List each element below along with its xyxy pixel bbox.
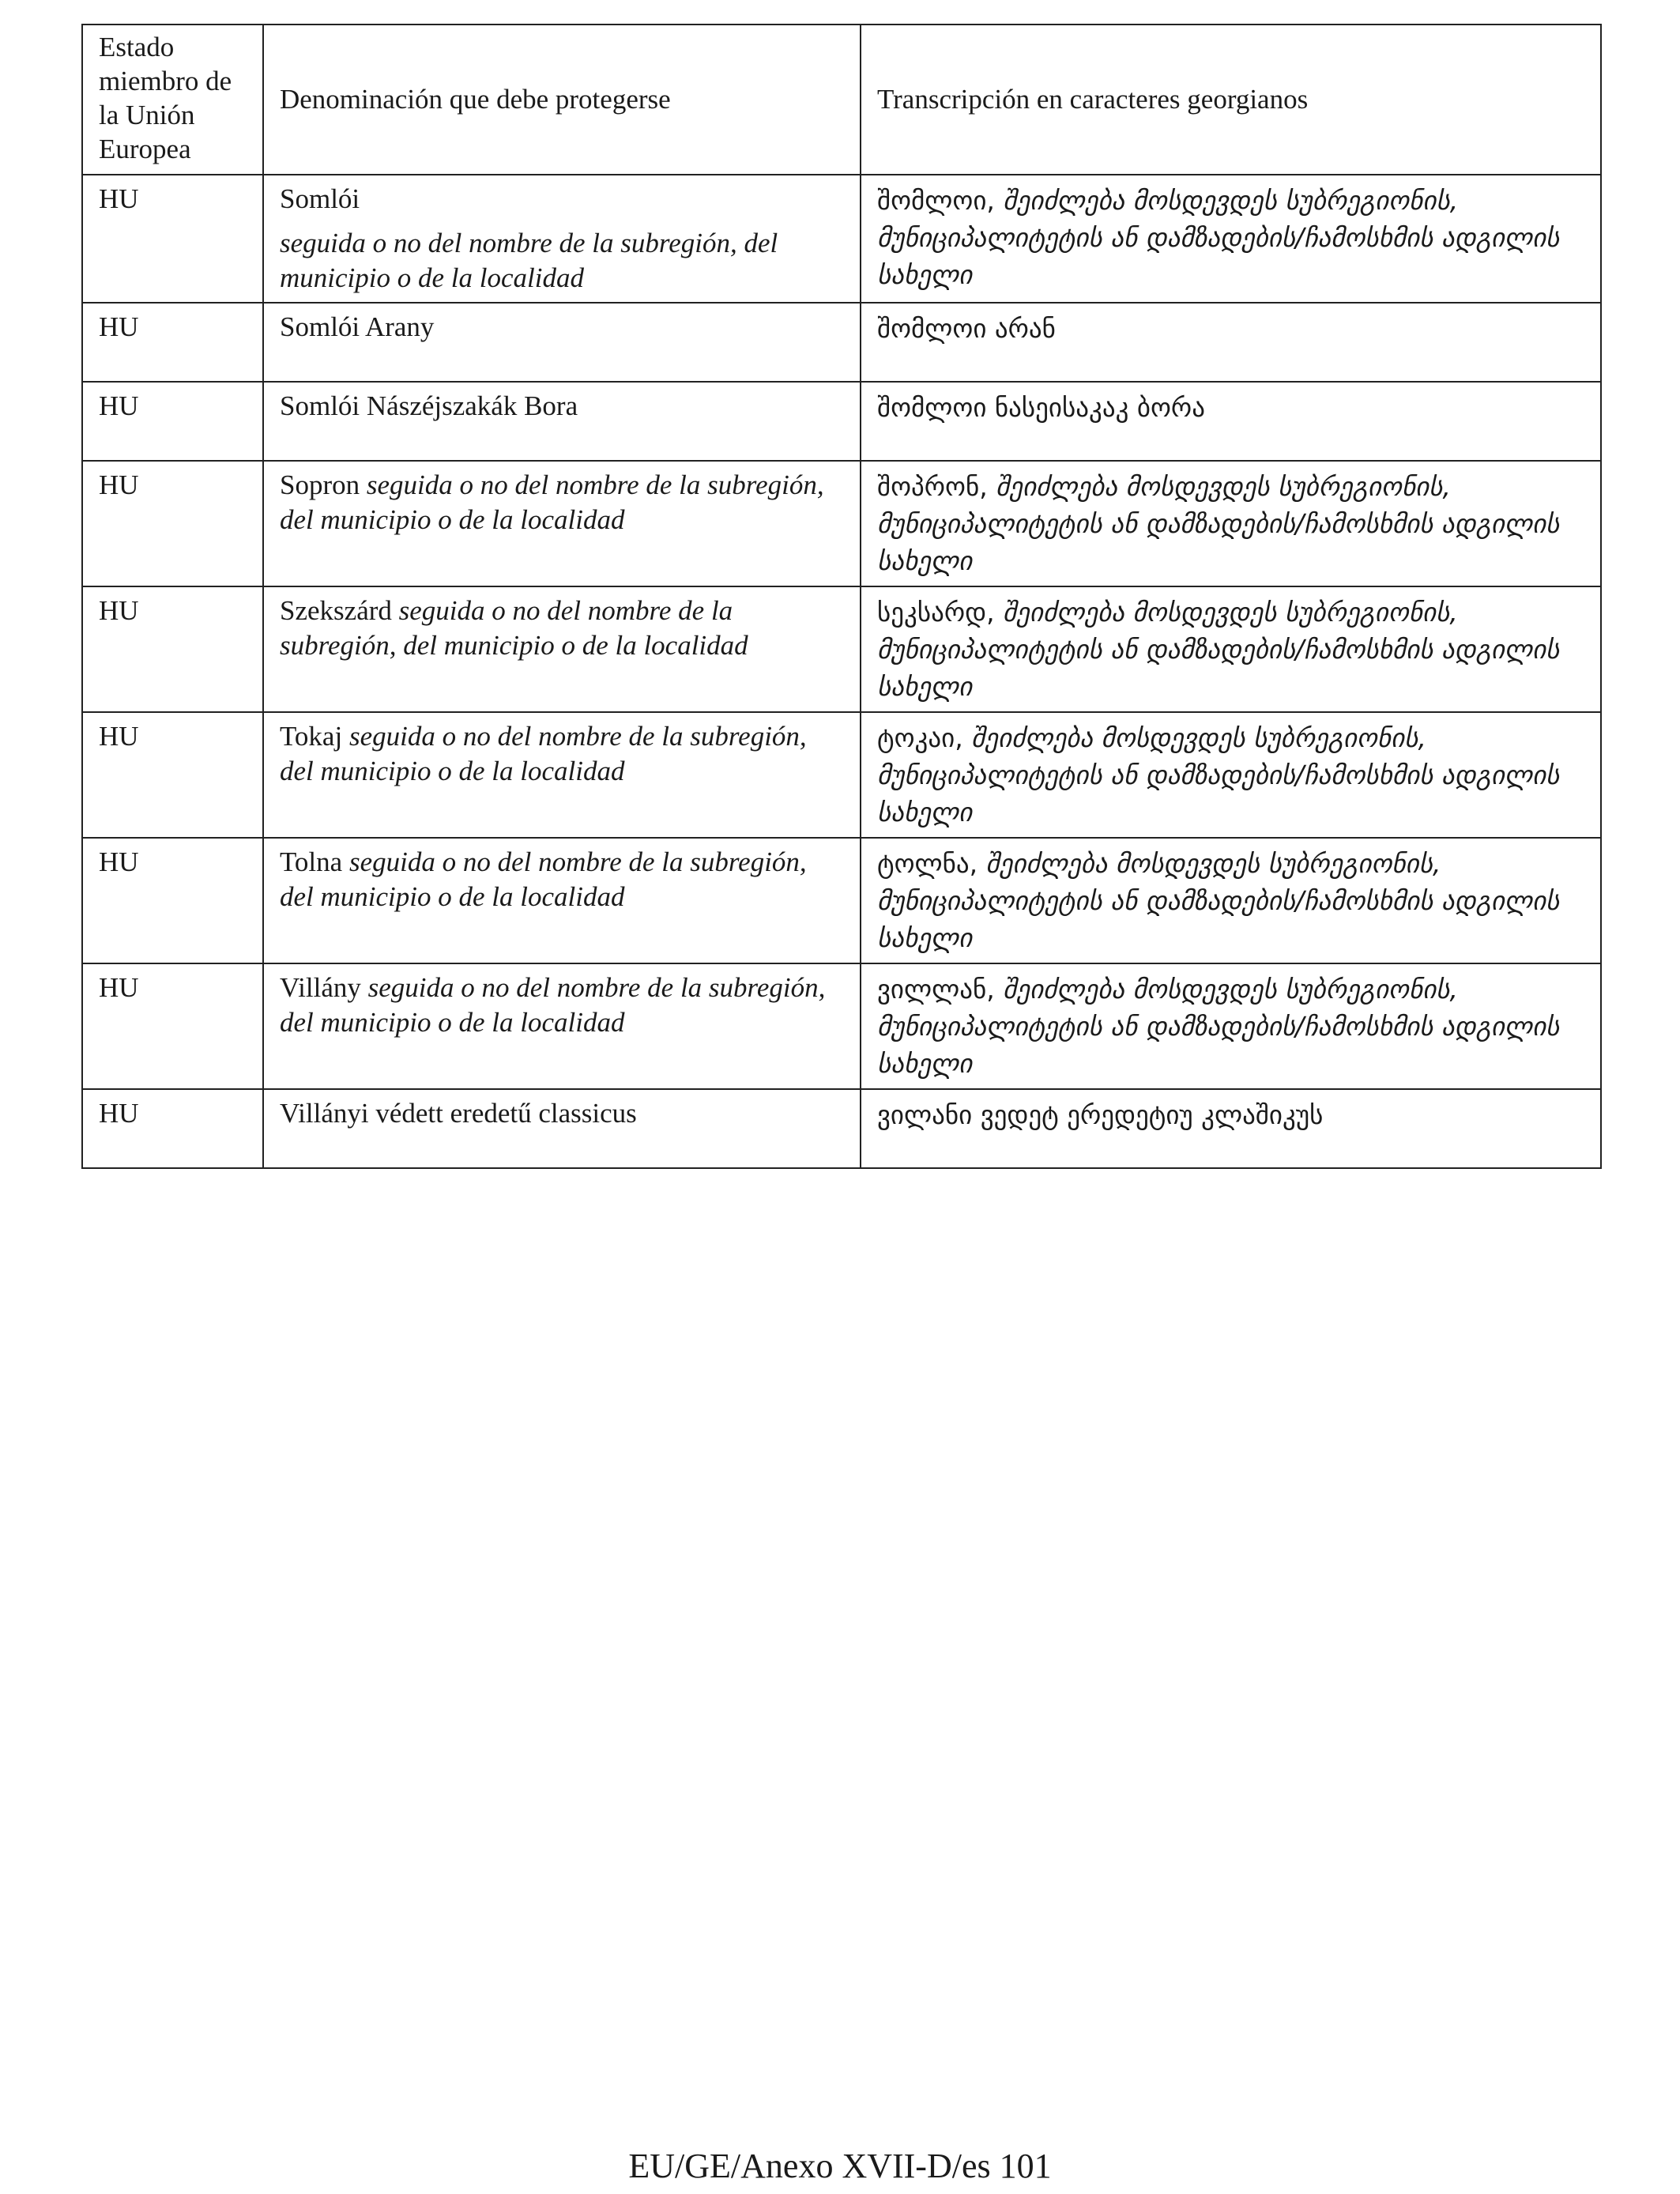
protected-name: Tolna [280,846,343,877]
cell-protected-name [263,382,861,461]
cell-protected-name [263,175,861,303]
protected-name: Villány [280,972,361,1003]
protected-name: Sopron [280,469,360,500]
georgian-name: შოპრონ, [877,471,988,502]
cell-georgian-transcription [861,175,1601,303]
protected-name-qualifier: seguida o no del nombre de la subregión, del municipio o de la localidad [280,595,748,661]
cell-georgian-transcription [861,838,1601,963]
georgian-qualifier: შეიძლება მოსდევდეს სუბრეგიონის, მუნიციპალიტეტის ან დამზადების/ჩამოსხმის ადგილის სახელი [877,471,1560,576]
member-state-code: HU [99,183,139,214]
protected-name: Somlói [280,183,360,214]
georgian-name: ტოკაი, [877,722,963,753]
cell-protected-name [263,461,861,586]
table-row [82,461,1601,586]
georgian-name: ვილლან, [877,974,995,1005]
header-georgian-transcription [861,25,1601,175]
cell-georgian-transcription [861,712,1601,838]
member-state-code: HU [99,469,139,500]
member-state-code: HU [99,721,139,752]
cell-georgian-transcription [861,586,1601,712]
cell-protected-name [263,712,861,838]
georgian-name: შომლოი, [877,185,995,216]
table-row [82,712,1601,838]
cell-member-state [82,838,263,963]
cell-member-state [82,963,263,1089]
cell-georgian-transcription [861,1089,1601,1168]
cell-georgian-transcription [861,382,1601,461]
table-header-row [82,25,1601,175]
header-georgian-transcription-label: Transcripción en caracteres georgianos [877,84,1309,115]
header-protected-name-label: Denominación que debe protegerse [280,84,671,115]
georgian-qualifier: შეიძლება მოსდევდეს სუბრეგიონის, მუნიციპალიტეტის ან დამზადების/ჩამოსხმის ადგილის სახელი [877,974,1560,1079]
cell-member-state [82,712,263,838]
protected-name: Tokaj [280,721,343,752]
member-state-code: HU [99,972,139,1003]
protected-name-qualifier: seguida o no del nombre de la subregión, del municipio o de la localidad [280,972,826,1038]
table-row [82,382,1601,461]
cell-member-state [82,382,263,461]
member-state-code: HU [99,390,139,421]
cell-member-state [82,586,263,712]
georgian-name: შომლოი ნასეისაკაკ ბორა [877,392,1205,423]
cell-georgian-transcription [861,303,1601,382]
header-member-state [82,25,263,175]
protected-name: Villányi védett eredetű classicus [280,1098,637,1129]
table-row [82,175,1601,303]
header-protected-name [263,25,861,175]
cell-member-state [82,1089,263,1168]
georgian-qualifier: შეიძლება მოსდევდეს სუბრეგიონის, მუნიციპალიტეტის ან დამზადების/ჩამოსხმის ადგილის სახელი [877,722,1560,827]
georgian-name: სეკსარდ, [877,597,995,628]
cell-georgian-transcription [861,963,1601,1089]
cell-member-state [82,461,263,586]
cell-member-state [82,303,263,382]
cell-protected-name [263,1089,861,1168]
georgian-name: ვილანი ვედეტ ერედეტიუ კლაშიკუს [877,1099,1324,1130]
protected-name-qualifier: seguida o no del nombre de la subregión, del municipio o de la localidad [280,228,778,293]
protected-name-qualifier: seguida o no del nombre de la subregión, del municipio o de la localidad [280,469,824,535]
table-row [82,586,1601,712]
cell-protected-name [263,303,861,382]
member-state-code: HU [99,1098,139,1129]
cell-protected-name [263,838,861,963]
member-state-code: HU [99,846,139,877]
protected-name-qualifier: seguida o no del nombre de la subregión, del municipio o de la localidad [280,846,807,912]
protected-name: Szekszárd [280,595,392,626]
member-state-code: HU [99,311,139,342]
table-row [82,963,1601,1089]
table-row [82,1089,1601,1168]
georgian-qualifier: შეიძლება მოსდევდეს სუბრეგიონის, მუნიციპალიტეტის ან დამზადების/ჩამოსხმის ადგილის სახელი [877,185,1560,290]
member-state-code: HU [99,595,139,626]
georgian-qualifier: შეიძლება მოსდევდეს სუბრეგიონის, მუნიციპალიტეტის ან დამზადების/ჩამოსხმის ადგილის სახელი [877,597,1560,702]
protected-name-qualifier: seguida o no del nombre de la subregión, del municipio o de la localidad [280,721,807,786]
protected-name: Somlói Arany [280,311,435,342]
georgian-name: შომლოი არან [877,313,1056,344]
page-footer-reference: EU/GE/Anexo XVII-D/es 101 [628,2147,1052,2185]
cell-protected-name [263,586,861,712]
georgian-name: ტოლნა, [877,848,978,879]
cell-protected-name [263,963,861,1089]
georgian-qualifier: შეიძლება მოსდევდეს სუბრეგიონის, მუნიციპალიტეტის ან დამზადების/ჩამოსხმის ადგილის სახელი [877,848,1560,953]
header-member-state-label: Estado miembro de la Unión Europea [99,32,232,164]
protected-name: Somlói Nászéjszakák Bora [280,390,578,421]
table-row [82,838,1601,963]
protected-names-table [81,24,1602,1169]
table-row [82,303,1601,382]
cell-georgian-transcription [861,461,1601,586]
cell-member-state [82,175,263,303]
